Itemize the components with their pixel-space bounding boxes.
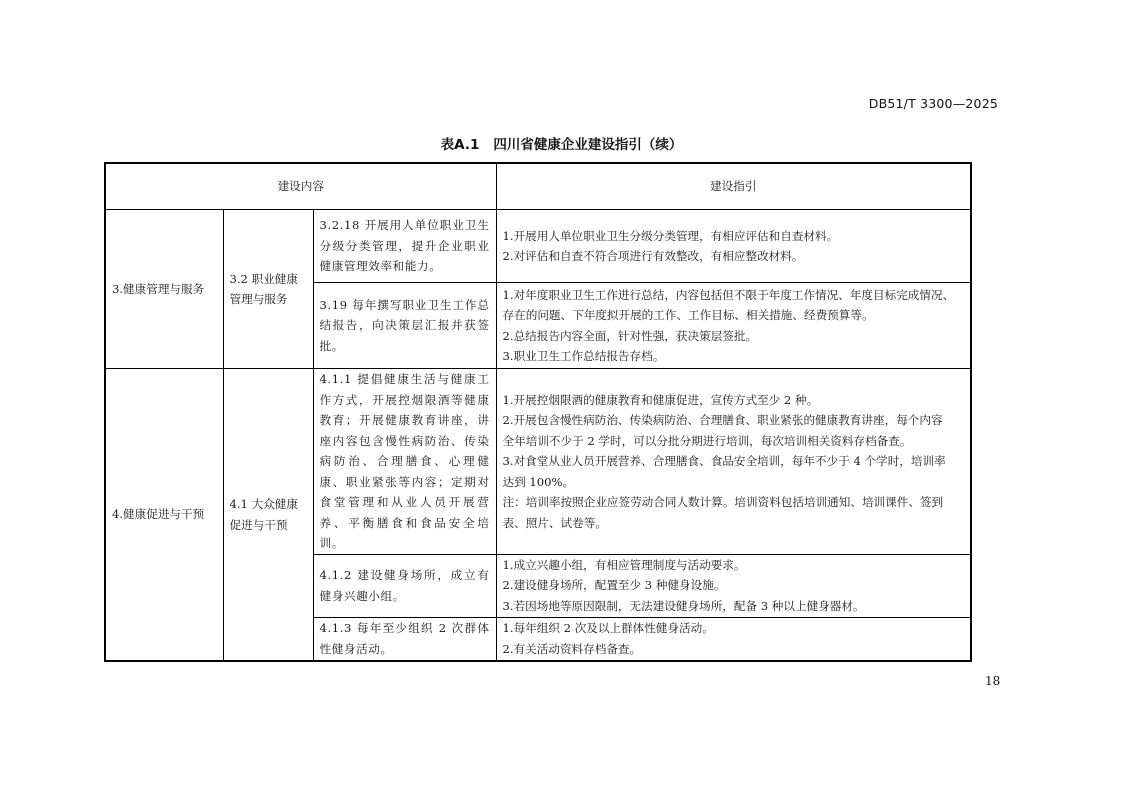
guidance-line: 1.开展用人单位职业卫生分级分类管理，有相应评估和自查材料。 — [502, 228, 839, 243]
table-header-row — [105, 163, 971, 210]
table-row — [105, 369, 971, 555]
guidance-line: 2.总结报告内容全面，针对性强，获决策层签批。 — [502, 328, 758, 343]
header-guidance: 建设指引 — [496, 163, 971, 210]
guidance-line: 1.每年组织 2 次及以上群体性健身活动。 — [502, 621, 714, 636]
header-content: 建设内容 — [105, 163, 496, 210]
level1-cell: 3.健康管理与服务 — [105, 210, 223, 369]
guidance-note: 注：培训率按照企业应签劳动合同人数计算。培训资料包括培训通知、培训课件、签到 — [502, 495, 944, 509]
content-cell: 3.19 每年撰写职业卫生工作总结报告，向决策层汇报并获签批。 — [313, 283, 496, 369]
table-row — [105, 210, 971, 283]
guidance-line: 3.对食堂从业人员开展营养、合理膳食、食品安全培训，每年不少于 4 个学时，培训率 — [502, 454, 946, 468]
level2-cell: 3.2 职业健康管理与服务 — [223, 210, 313, 369]
guidance-line: 2.有关活动资料存档备查。 — [502, 641, 642, 656]
level2-cell: 4.1 大众健康促进与干预 — [223, 369, 313, 662]
guidance-line: 3.职业卫生工作总结报告存档。 — [502, 349, 665, 363]
guidance-line: 3.若因场地等原因限制，无法建设健身场所，配备 3 种以上健身器材。 — [502, 598, 865, 613]
guidance-line: 1.开展控烟限酒的健康教育和健康促进，宣传方式至少 2 种。 — [502, 392, 819, 407]
guidance-cell — [496, 369, 971, 555]
guidance-line: 1.对年度职业卫生工作进行总结，内容包括但不限于年度工作情况、年度目标完成情况、 — [502, 287, 955, 302]
guidance-cell — [496, 210, 971, 283]
guidance-line: 2.开展包含慢性病防治、传染病防治、合理膳食、职业紧张的健康教育讲座，每个内容 — [502, 413, 943, 427]
guidance-cell — [496, 283, 971, 369]
guidance-note: 表、照片、试卷等。 — [502, 515, 607, 530]
guidance-line: 2.建设健身场所，配置至少 3 种健身设施。 — [502, 578, 726, 593]
guidance-cell — [496, 554, 971, 617]
guidance-line: 达到 100%。 — [502, 474, 575, 489]
guidance-line: 2.对评估和自查不符合项进行有效整改，有相应整改材料。 — [502, 249, 804, 263]
table-title-text: 四川省健康企业建设指引（续） — [493, 137, 683, 153]
table-number: 表A.1 — [440, 137, 480, 153]
level1-cell: 4.健康促进与干预 — [105, 369, 223, 662]
guidance-line: 存在的问题、下年度拟开展的工作、工作目标、相关措施、经费预算等。 — [502, 308, 874, 322]
guidance-line: 1.成立兴趣小组，有相应管理制度与活动要求。 — [502, 557, 746, 572]
table-title — [0, 133, 1123, 153]
guidance-cell — [496, 617, 971, 661]
content-cell: 4.1.1 提倡健康生活与健康工作方式，开展控烟限酒等健康教育；开展健康教育讲座，讲座内容包含慢性病防治、传染病防治、合理膳食、心理健康、职业紧张等内容；定期对食堂管理和从业人员开展营养、平衡膳食和食品安全培训。 — [313, 369, 496, 555]
document-code: DB51/T 3300—2025 — [868, 96, 998, 111]
guide-table — [104, 162, 972, 662]
content-cell: 4.1.2 建设健身场所，成立有健身兴趣小组。 — [313, 554, 496, 617]
guidance-line: 全年培训不少于 2 学时，可以分批分期进行培训，每次培训相关资料存档备查。 — [502, 433, 912, 448]
content-cell: 3.2.18 开展用人单位职业卫生分级分类管理，提升企业职业健康管理效率和能力。 — [313, 210, 496, 283]
content-cell: 4.1.3 每年至少组织 2 次群体性健身活动。 — [313, 617, 496, 661]
page-number: 18 — [985, 674, 1001, 688]
